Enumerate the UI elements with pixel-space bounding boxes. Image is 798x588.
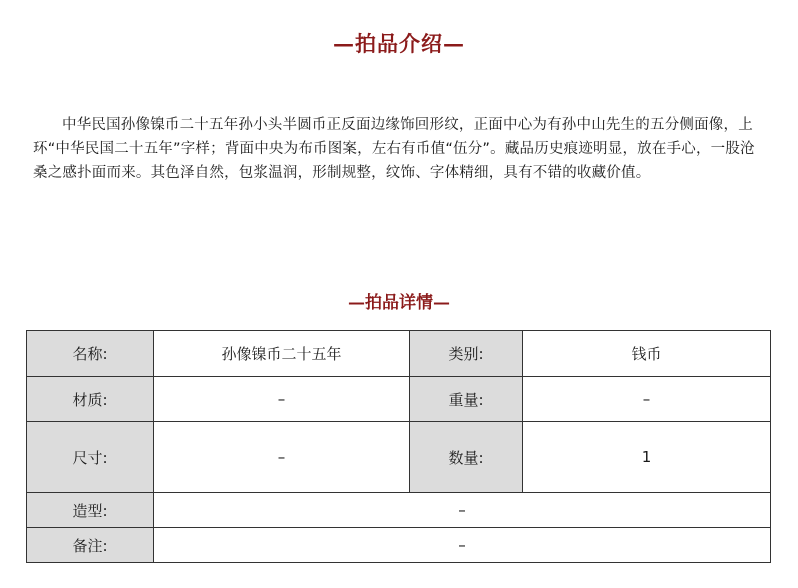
details-section-title: —拍品详情— xyxy=(348,293,450,313)
quantity-label: 数量: xyxy=(410,422,523,493)
intro-paragraph: 中华民国孙像镍币二十五年孙小头半圆币正反面边缘饰回形纹，正面中心为有孙中山先生的五分侧面像，上环“中华民国二十五年”字样；背面中央为布币图案，左右有币值“伍分”。藏品历史痕迹明显，放在手心，一股沧桑之感扑面而来。其色泽自然，包浆温润，形制规整，纹饰、字体精细，具有不错的收藏价值。 xyxy=(33,117,755,181)
remark-label: 备注: xyxy=(27,528,154,563)
table-row xyxy=(27,528,771,563)
size-value: – xyxy=(154,422,410,493)
intro-section-title: —拍品介绍— xyxy=(333,31,465,56)
table-row xyxy=(27,493,771,528)
quantity-value: 1 xyxy=(523,422,771,493)
weight-value: – xyxy=(523,377,771,422)
size-label: 尺寸: xyxy=(27,422,154,493)
remark-value: – xyxy=(154,528,771,563)
material-value: – xyxy=(154,377,410,422)
details-table xyxy=(26,330,771,563)
name-label: 名称: xyxy=(27,331,154,377)
table-row xyxy=(27,331,771,377)
shape-label: 造型: xyxy=(27,493,154,528)
name-value: 孙像镍币二十五年 xyxy=(154,331,410,377)
category-label: 类别: xyxy=(410,331,523,377)
weight-label: 重量: xyxy=(410,377,523,422)
material-label: 材质: xyxy=(27,377,154,422)
table-row xyxy=(27,377,771,422)
category-value: 钱币 xyxy=(523,331,771,377)
table-row xyxy=(27,422,771,493)
shape-value: – xyxy=(154,493,771,528)
